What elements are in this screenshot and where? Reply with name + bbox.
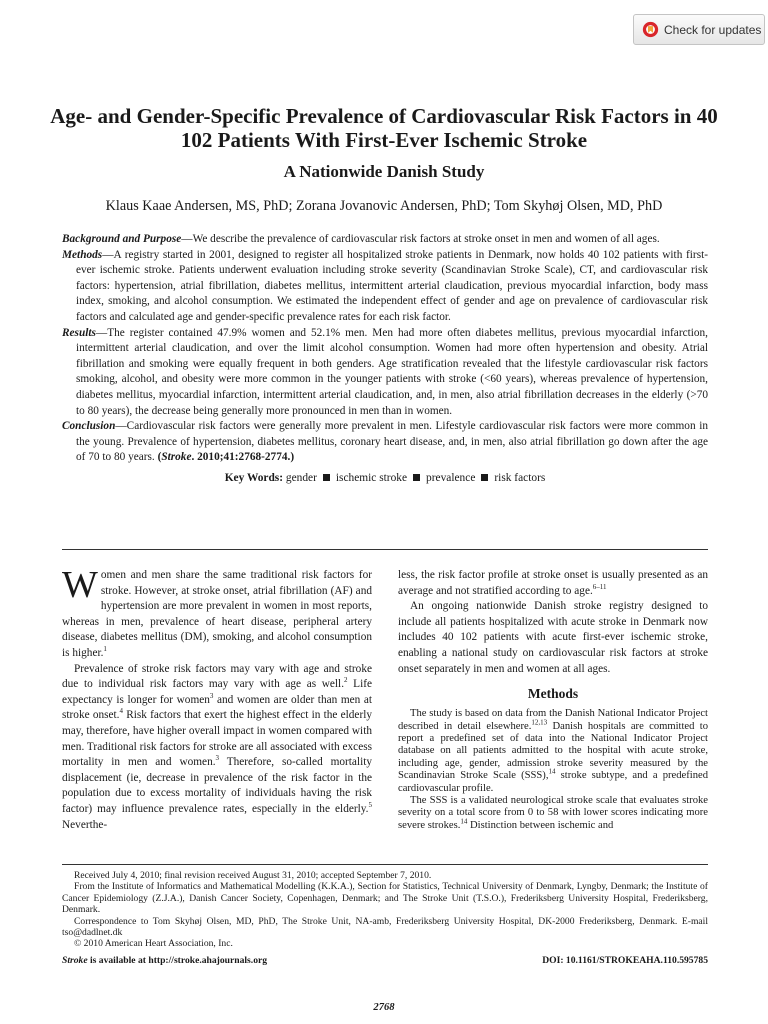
keyword: ischemic stroke bbox=[335, 471, 408, 484]
abstract-methods-label: Methods bbox=[62, 248, 103, 261]
abstract bbox=[62, 232, 708, 486]
footnote-journal-line bbox=[62, 955, 708, 966]
abstract-divider bbox=[62, 549, 708, 550]
abstract-conclusion-text: —Cardiovascular risk factors were generally more prevalent in men. Lifestyle cardiovascular risk factors were more common in the young. Prevalence of hypertension, diabetes mellitus, coronary heart disease, and, in men, also atrial fibrillation go down after the age of 70 to 80 years. bbox=[76, 420, 708, 464]
page-number: 2768 bbox=[373, 1002, 395, 1013]
keyword: prevalence bbox=[426, 471, 476, 484]
abstract-conclusion bbox=[62, 419, 708, 466]
intro-paragraph-1: Women and men share the same traditional risk factors for stroke. However, at stroke onset, atrial fibrillation (AF) and hypertension are more prevalent in women in most reports, whereas in men, prevalence of heart disease, peripheral artery disease, diabetes mellitus (DM), smoking, and alcohol consumption is higher.$^1$ bbox=[62, 564, 372, 659]
abstract-background-label: Background and Purpose bbox=[62, 233, 182, 245]
left-column bbox=[62, 564, 373, 833]
key-words-label: Key Words: bbox=[224, 471, 284, 484]
citation-journal: Stroke bbox=[161, 451, 192, 464]
abstract-background bbox=[62, 232, 708, 248]
footnote-copyright: © 2010 American Heart Association, Inc. bbox=[74, 938, 233, 950]
intro-paragraph-4: An ongoing nationwide Danish stroke registry designed to include all patients hospitalized with acute stroke in Denmark now includes 40 102 patients with acute first-ever ischemic stroke, enabling a national study on cardiovascular risk factors at stroke onset separately in men and women at all ages. bbox=[398, 600, 708, 675]
check-for-updates-button[interactable] bbox=[633, 14, 765, 45]
square-bullet-icon bbox=[323, 474, 330, 481]
square-bullet-icon bbox=[413, 474, 420, 481]
methods-paragraph-2: The SSS is a validated neurological stroke scale that evaluates stroke severity on a total score from 0 to 58 with lower scores indicating more severe strokes.$^{14}$ Distinction between ischemic and bbox=[398, 795, 708, 831]
journal-availability: Stroke is available at http://stroke.ahajournals.org bbox=[62, 954, 268, 966]
article-title: Age- and Gender-Specific Prevalence of Cardiovascular Risk Factors in 40 102 Patients With First-Ever Ischemic Stroke bbox=[50, 104, 718, 152]
keyword: risk factors bbox=[494, 471, 546, 484]
abstract-methods-text: —A registry started in 2001, designed to register all hospitalized stroke patients in Denmark, now holds 40 102 patients with first-ever ischemic stroke. Patients underwent evaluation including stroke severity (Scandinavian Stroke Scale), CT, and cardiovascular risk factors: hypertension, atrial fibrillation, diabetes mellitus, intermittent arterial claudication, previous myocardial infarction, body mass index, smoking, and alcohol consumption. We estimated the independent effect of gender and age on prevalence of cardiovascular risk factors and calculated age and gender-specific prevalence rates for each risk factor. bbox=[76, 248, 708, 323]
footnote-divider bbox=[62, 864, 708, 865]
check-for-updates-icon bbox=[642, 21, 659, 38]
footnote-received: Received July 4, 2010; final revision received August 31, 2010; accepted September 7, 2010. bbox=[74, 870, 432, 881]
doi: DOI: 10.1161/STROKEAHA.110.595785 bbox=[542, 954, 708, 966]
citation: (Stroke. 2010;41:2768-2774.) bbox=[157, 451, 295, 464]
footnotes bbox=[62, 870, 708, 966]
abstract-conclusion-label: Conclusion bbox=[62, 420, 116, 433]
right-column bbox=[398, 568, 708, 832]
abstract-results-label: Results bbox=[62, 326, 96, 339]
author-list: Klaus Kaae Andersen, MS, PhD; Zorana Jovanovic Andersen, PhD; Tom Skyhøj Olsen, MD, PhD bbox=[105, 198, 663, 214]
citation-details: . 2010;41:2768-2774.) bbox=[191, 451, 295, 464]
check-for-updates-label: Check for updates bbox=[664, 22, 762, 37]
square-bullet-icon bbox=[481, 474, 488, 481]
abstract-methods bbox=[62, 248, 708, 326]
key-words bbox=[62, 471, 708, 486]
intro-paragraph-3: less, the risk factor profile at stroke onset is usually presented as an average and not stratified according to age.$^{6-11}$ bbox=[398, 569, 708, 597]
abstract-background-text: —We describe the prevalence of cardiovascular risk factors at stroke onset in men and women of all ages. bbox=[181, 233, 660, 245]
drop-cap: W bbox=[62, 564, 98, 606]
footnote-affiliations: From the Institute of Informatics and Mathematical Modelling (K.K.A.), Section for Statistics, Technical University of Denmark, Lyngby, Denmark; the Institute of Cancer Epidemiology (Z.J.A.), Danish Cancer Society, Copenhagen, Denmark; and The Stroke Unit (T.S.O.), Frederiksberg University Hospital, Frederiksberg, Denmark. bbox=[62, 881, 708, 916]
article-subtitle: A Nationwide Danish Study bbox=[283, 162, 485, 181]
methods-paragraph-1: The study is based on data from the Danish National Indicator Project described in detail elsewhere.$^{12,13}$ Danish hospitals are committed to report a predefined set of data into the National Indicator Project database on all patients admitted to the hospital with acute stroke, including age, gender, admission stroke severity measured by the Scandinavian Stroke Scale (SSS),$^{14}$ stroke subtype, and a predefined cardiovascular profile. bbox=[398, 708, 708, 794]
methods-heading: Methods bbox=[527, 686, 579, 702]
intro-paragraph-2: Prevalence of stroke risk factors may vary with age and stroke due to individual risk factors may vary with age as well.$^2$ Life expectancy is longer for women$^3$ and women are older than men at stroke onset.$^4$ Risk factors that exert the highest effect in the elderly may, therefore, have higher overall impact in women compared with men. Traditional risk factors for stroke are all associated with excess mortality in men and women.$^3$ Therefore, so-called mortality displacement (ie, decrease in prevalence of the risk factor in the population due to excess mortality of individuals having the risk factor) may influence prevalence rates, especially in the elderly.$^5$ Neverthe- bbox=[62, 662, 373, 831]
abstract-results bbox=[62, 326, 708, 420]
keyword: gender bbox=[285, 471, 317, 484]
footnote-correspondence: Correspondence to Tom Skyhøj Olsen, MD, PhD, The Stroke Unit, NA-amb, Frederiksberg University Hospital, DK-2000 Frederiksberg, Denmark. E-mail tso@dadlnet.dk bbox=[62, 915, 708, 939]
abstract-results-text: —The register contained 47.9% women and 52.1% men. Men had more often diabetes mellitus, previous myocardial infarction, intermittent arterial claudication, and over the limit alcohol consumption. Women had more often hypertension and obesity. Atrial fibrillation and smoking were equally frequent in both genders. Age stratification revealed that the lifestyle cardiovascular risk factors smoking, alcohol, and obesity were more common in the younger patients with stroke (<60 years), whereas prevalence of hypertension, diabetes mellitus, myocardial infarction, intermittent arterial claudication, and, in men, also atrial fibrillation decreases in the elderly (>70 to 80 years), the decrease being generally more pronounced in men than in women. bbox=[76, 326, 708, 417]
